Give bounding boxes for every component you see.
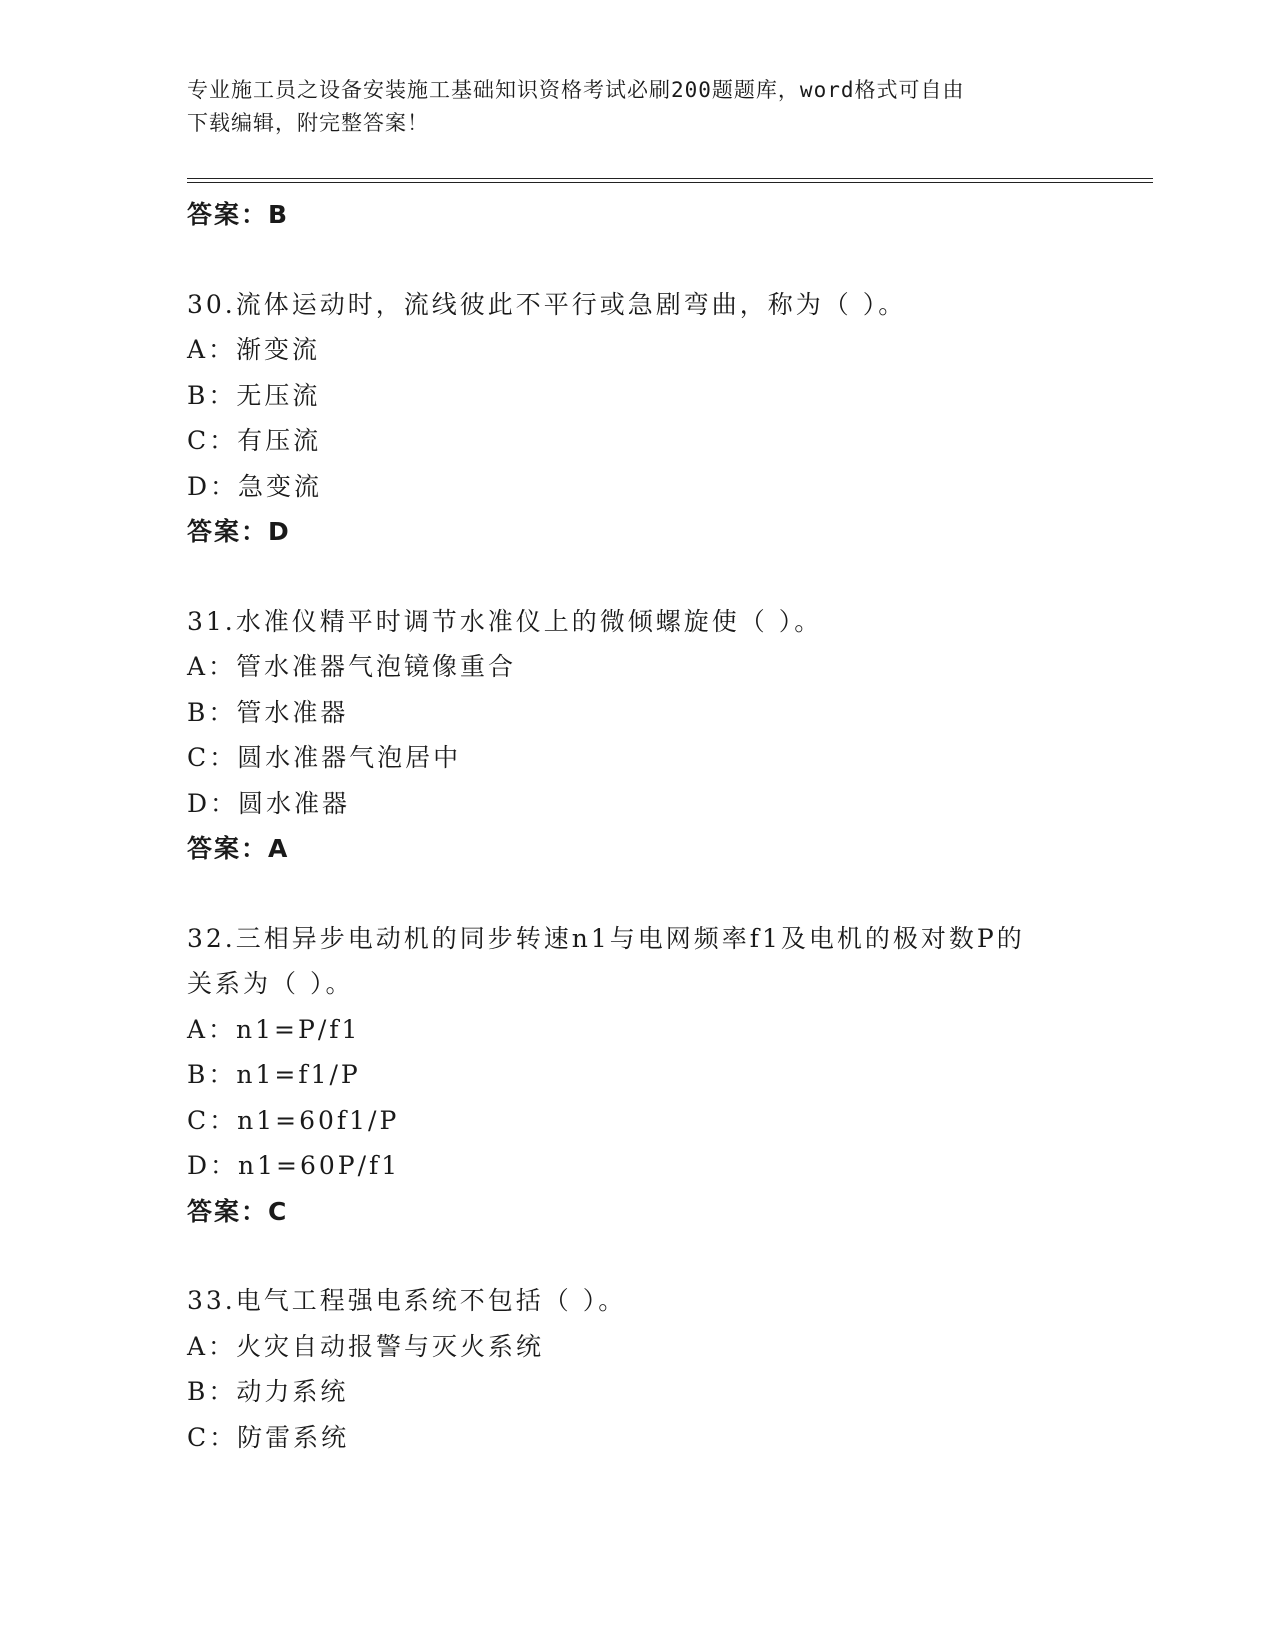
option-d: D：n1=60P/f1 [187,1151,401,1180]
spacer [187,1234,1153,1278]
spacer [187,872,1153,916]
option-d: D：圆水准器 [187,788,351,818]
question-33 [187,1278,1153,1460]
header-divider-top [187,178,1153,179]
question-30 [187,282,1153,555]
option-d: D：急变流 [187,471,323,501]
answer: 答案：C [187,1196,289,1226]
question-31 [187,599,1153,872]
header-line-1: 专业施工员之设备安装施工基础知识资格考试必刷200题题库，word格式可自由 [187,78,965,102]
option-c: C：有压流 [187,426,322,455]
option-c: C：防雷系统 [187,1422,350,1452]
option-a: A：n1=P/f1 [187,1014,361,1044]
option-b: B：动力系统 [187,1377,349,1406]
spacer [187,238,1153,282]
option-b: B：管水准器 [187,697,349,727]
option-c: C：圆水准器气泡居中 [187,743,462,772]
spacer [187,555,1153,599]
answer: 答案：A [187,834,290,863]
option-a: A：火灾自动报警与灭火系统 [187,1331,545,1361]
question-stem: 33.电气工程强电系统不包括（ ）。 [187,1286,627,1315]
document-body [187,192,1153,1460]
question-stem: 31.水准仪精平时调节水准仪上的微倾螺旋使（ ）。 [187,606,823,636]
option-b: B：n1=f1/P [187,1060,361,1089]
question-stem-line-2: 关系为（ ）。 [187,969,354,998]
document-header [187,74,1067,140]
question-32 [187,916,1153,1235]
question-stem: 30.流体运动时，流线彼此不平行或急剧弯曲，称为（ ）。 [187,289,907,319]
answer: 答案：D [187,517,291,546]
option-a: A：管水准器气泡镜像重合 [187,652,517,681]
header-divider-bottom [187,182,1153,183]
header-line-2: 下载编辑，附完整答案！ [187,111,429,135]
option-a: A：渐变流 [187,335,321,364]
option-b: B：无压流 [187,380,321,410]
option-c: C：n1=60f1/P [187,1105,400,1135]
question-stem-line-1: 32.三相异步电动机的同步转速n1与电网频率f1及电机的极对数P的 [187,923,1025,953]
previous-answer: 答案：B [187,200,290,229]
